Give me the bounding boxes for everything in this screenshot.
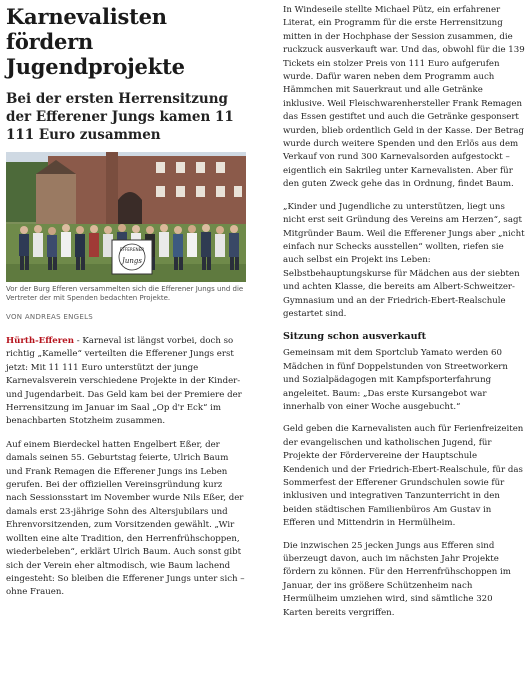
club-sign bbox=[112, 240, 152, 274]
left-column bbox=[6, 4, 246, 610]
body-paragraph: In Windeseile stellte Michael Pütz, ein erfahrener Literat, ein Programm für die erste Herrensitzung mitten in der Hochphase der Session zusammen, die ruckzuck ausverkauft war. Und das, obwohl für die 139 Tickets ein stolzer Preis von 111 Euro aufgerufen wurde. Dafür waren neben dem Programm auch Hämmchen mit Sauerkraut und alle Getränke inklusive. Weil Fleischwarenhersteller Frank Remagen das Essen gestiftet und auch die Getränke gesponsert wurden, blieb ordentlich Geld in der Kasse. Der Betrag wurde durch weitere Spenden und den Erlös aus dem Verkauf von rund 300 Karnevalsorden aufgestockt – eigentlich ein Sakrileg unter Karnevalisten. Aber für den guten Zweck gehe das in Ordnung, findet Baum. bbox=[283, 5, 525, 190]
body-paragraph: „Kinder und Jugendliche zu unterstützen, liegt uns nicht erst seit Gründung des Vereins am Herzen“, sagt Mitgründer Baum. Weil die Efferener Jungs aber „nicht einfach nur Schecks ausstellen“ wollten, riefen sie auch selbst ein Projekt ins Leben: Selbstbehauptungskurse für Mädchen aus der siebten und achten Klasse, die bereits am Albert-Schweitzer-Gymnasium und an der Friedrich-Ebert-Realschule gestartet sind. bbox=[283, 201, 525, 319]
article-headline: Karnevalisten fördern Jugendprojekte bbox=[6, 4, 185, 79]
byline: VON ANDREAS ENGELS bbox=[6, 313, 94, 321]
article-subheadline: Bei der ersten Herrensitzung der Efferener Jungs kamen 11 111 Euro zusammen bbox=[6, 91, 234, 143]
sign-text-top: EFFERENER bbox=[119, 247, 145, 252]
dateline: Hürth-Efferen bbox=[6, 336, 74, 346]
section-subhead: Sitzung schon ausverkauft bbox=[283, 331, 427, 343]
group-photo bbox=[6, 152, 246, 282]
lead-paragraph bbox=[6, 335, 246, 429]
photo-caption: Vor der Burg Efferen versammelten sich die Efferener Jungs und die Vertreter der mit Spenden bedachten Projekte. bbox=[6, 285, 244, 302]
body-paragraph: Auf einem Bierdeckel hatten Engelbert Eßer, der damals seinen 55. Geburtstag feierte, Ulrich Baum und Frank Remagen die Efferener Jungs ins Leben gerufen. Bei der offiziellen Vereinsgründung kurz nach Sessionsstart im November wurde Nils Eßer, der damals erst 23-jährige Sohn des Altersjubilars und Ehrenvorsitzenden, zum Vorsitzenden gewählt. „Wir wollten eine alte Tradition, den Herrenfrühschoppen, wiederbeleben“, erklärt Ulrich Baum. Auch sonst gibt sich der Verein eher altmodisch, wie Baum lachend eingesteht: So bleiben die Efferener Jungs unter sich – ohne Frauen. bbox=[6, 439, 245, 598]
sign-text-bottom: Jungs bbox=[122, 257, 142, 265]
body-paragraph: Die inzwischen 25 jecken Jungs aus Efferen sind überzeugt davon, auch im nächsten Jahr Projekte fördern zu können. Für den Herrenfrühschoppen im Januar, der ins größere Schützenheim nach Hermülheim umziehen wird, sind sämtliche 320 Karten bereits vergriffen. bbox=[283, 540, 511, 618]
body-paragraph: Geld geben die Karnevalisten auch für Ferienfreizeiten der evangelischen und katholischen Jugend, für Projekte der Fördervereine der Hauptschule Kendenich und der Friedrich-Ebert-Realschule, für das Sommerfest der Efferener Grundschulen sowie für inklusiven und integrativen Tanzunterricht in den beiden städtischen Familienbüros Am Gustav in Efferen und Mittendrin in Hermülheim. bbox=[283, 424, 524, 529]
right-column bbox=[283, 4, 525, 629]
lead-text: - Karneval ist längst vorbei, doch so richtig „Kamelle“ verteilten die Efferener Jungs erst jetzt: Mit 11 111 Euro unterstützt der junge Karnevalsverein verschiedene Projekte in der Kinder- und Jugendarbeit. Das Geld kam bei der Premiere der Herrensitzung im Januar im Saal „Op d'r Eck“ im benachbarten Stotzheim zusammen. bbox=[6, 336, 242, 427]
body-paragraph: Gemeinsam mit dem Sportclub Yamato werden 60 Mädchen in fünf Doppelstunden von Streetworkern und Sozialpädagogen mit Kampfsporterfahrung angeleitet. Baum: „Das erste Kursangebot war innerhalb von einer Woche ausgebucht.“ bbox=[283, 348, 508, 412]
